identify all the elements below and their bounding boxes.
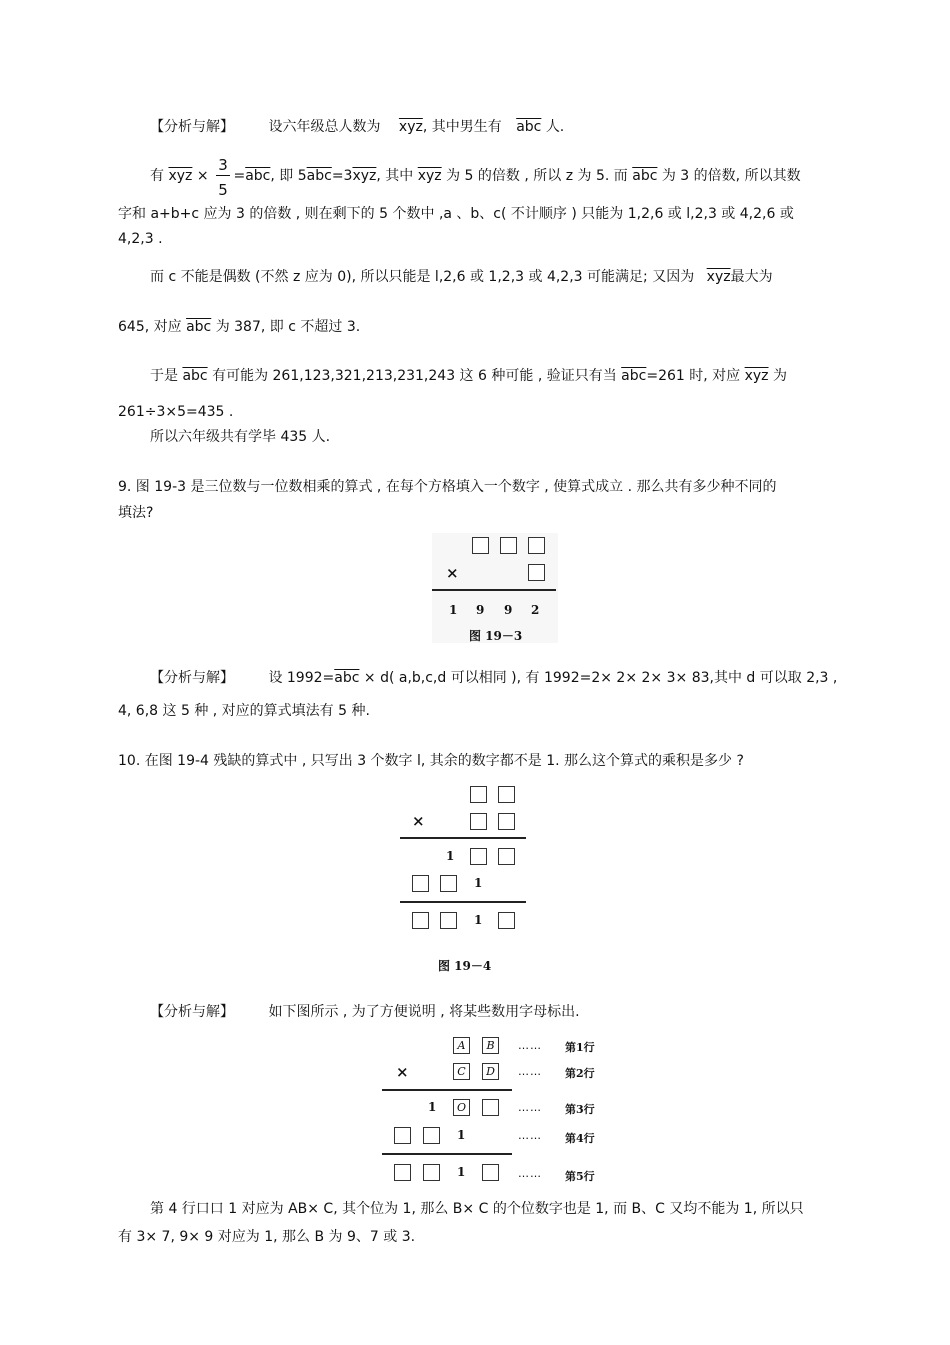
figure-19-4	[398, 782, 530, 974]
overline-abc: $\overline{abc}$	[245, 168, 271, 184]
multiply-sign: ×	[446, 564, 459, 582]
digit-box	[412, 875, 429, 892]
row-label-5: 第5行	[565, 1170, 595, 1183]
figure-19-3	[432, 533, 558, 643]
letter-box-b: B	[482, 1037, 499, 1054]
overline-xyz: $\overline{xyz}$	[398, 119, 423, 135]
result-digit: 9	[476, 603, 485, 617]
result-digit: 9	[504, 603, 513, 617]
figure-labeled-multiplication	[380, 1033, 600, 1183]
digit-box	[498, 813, 515, 830]
product-line	[400, 837, 526, 839]
digit-box	[498, 848, 515, 865]
result-digit: 1	[449, 603, 458, 617]
digit-box	[440, 875, 457, 892]
overline-xyz: $\overline{xyz}$	[352, 168, 377, 184]
fraction-denominator: 5	[218, 181, 228, 199]
digit-box	[500, 537, 517, 554]
overline-abc: $\overline{abc}$	[516, 119, 542, 135]
analysis-paragraph-3-line-1: 而 c 不能是偶数 (不然 z 应为 0), 所以只能是 l,2,6 或 1,2,3 或 4,2,3 可能满足; 又因为 $\overline{xyz}$最大为	[150, 269, 773, 285]
multiply-sign: ×	[412, 812, 425, 830]
overline-xyz: $\overline{xyz}$	[744, 368, 769, 384]
row-label-4: 第4行	[565, 1132, 595, 1145]
partial-digit-1: 1	[474, 876, 483, 890]
analysis-paragraph-4-line-1: 于是 $\overline{abc}$ 有可能为 261,123,321,213,231,243 这 6 种可能 , 验证只有当 $\overline{abc}=261$ 时, 对应 $\overline{xyz}$ 为	[150, 368, 787, 384]
digit-box	[498, 786, 515, 803]
sum-line	[400, 901, 526, 903]
overline-abc: $\overline{abc}$	[621, 368, 647, 384]
overline-abc: $\overline{abc}$	[632, 168, 658, 184]
digit-box	[470, 786, 487, 803]
letter-box-c: C	[453, 1063, 470, 1080]
overline-abc: $\overline{abc}$	[186, 319, 212, 335]
result-line	[432, 589, 556, 591]
analysis-paragraph-3-line-2: 645, 对应 $\overline{abc}$ 为 387, 即 c 不超过 3.	[118, 319, 361, 335]
digit-box	[412, 912, 429, 929]
question-9-line-2: 填法?	[118, 505, 154, 521]
overline-abc: $\overline{abc}$	[306, 168, 332, 184]
digit-box	[394, 1127, 411, 1144]
row-dots: ……	[518, 1129, 542, 1142]
overline-xyz: $\overline{xyz}$	[706, 269, 731, 285]
analysis-paragraph-4-line-2: 261÷3×5=435 .	[118, 404, 234, 420]
result-digit: 2	[531, 603, 540, 617]
digit-box	[528, 537, 545, 554]
multiply-sign: ×	[396, 1063, 409, 1081]
product-line	[382, 1089, 512, 1091]
row-label-3: 第3行	[565, 1103, 595, 1116]
digit-box	[440, 912, 457, 929]
row-dots: ……	[518, 1167, 542, 1180]
fraction-bar	[216, 175, 230, 176]
answer-10-line-2: 第 4 行口口 1 对应为 AB× C, 其个位为 1, 那么 B× C 的个位数字也是 1, 而 B、C 又均不能为 1, 所以只	[150, 1201, 804, 1217]
digit-box	[472, 537, 489, 554]
partial-digit-1: 1	[428, 1100, 437, 1114]
question-10-line-1: 10. 在图 19-4 残缺的算式中 , 只写出 3 个数字 l, 其余的数字都不是 1. 那么这个算式的乘积是多少 ?	[118, 753, 744, 769]
result-digit-1: 1	[474, 913, 483, 927]
answer-9-line-2: 4, 6,8 这 5 种 , 对应的算式填法有 5 种.	[118, 703, 370, 719]
result-digit-1: 1	[457, 1165, 466, 1179]
analysis-paragraph-4-line-3: 所以六年级共有学毕 435 人.	[150, 429, 331, 445]
figure-caption: 图 19－4	[438, 959, 492, 973]
overline-xyz: $\overline{xyz}$	[417, 168, 442, 184]
digit-box	[423, 1127, 440, 1144]
digit-box	[498, 912, 515, 929]
letter-box-d: D	[482, 1063, 499, 1080]
figure-caption: 图 19－3	[469, 629, 523, 643]
letter-box-a: A	[453, 1037, 470, 1054]
analysis-label: 【分析与解】	[150, 119, 234, 135]
partial-digit-1: 1	[457, 1128, 466, 1142]
digit-box	[482, 1164, 499, 1181]
partial-digit-1: 1	[446, 849, 455, 863]
row-dots: ……	[518, 1101, 542, 1114]
answer-9-line-1: 【分析与解】 设 $1992=\overline{abc} \times d$( a,b,c,d 可以相同 ), 有 1992=2× 2× 2× 3× 83,其中 d 可以取 2,3 ,	[150, 670, 838, 686]
sum-line	[382, 1153, 512, 1155]
analysis-paragraph-2-line-1: 有 $\overline{xyz} \times =\overline{abc}$, 即 $5\overline{abc}=3\overline{xyz}$, 其中 $\overline{xyz}$ 为 5 的倍数 , 所以 z 为 5. 而 $\overline{abc}$ 为 3 的倍数, 所以其数	[150, 168, 801, 184]
digit-box	[394, 1164, 411, 1181]
overline-xyz: $\overline{xyz}$	[168, 168, 193, 184]
fraction-numerator: 3	[218, 156, 228, 174]
analysis-paragraph-1: 【分析与解】 设六年级总人数为 $\overline{xyz}$, 其中男生有 $\overline{abc}$ 人.	[150, 119, 565, 135]
analysis-paragraph-2-line-2: 字和 a+b+c 应为 3 的倍数 , 则在剩下的 5 个数中 ,a 、b、c( 不计顺序 ) 只能为 1,2,6 或 l,2,3 或 4,2,6 或	[118, 206, 794, 222]
analysis-paragraph-2-line-3: 4,2,3 .	[118, 231, 163, 247]
analysis-label: 【分析与解】	[150, 1004, 234, 1020]
answer-10-line-1: 【分析与解】 如下图所示 , 为了方便说明 , 将某些数用字母标出.	[150, 1004, 580, 1020]
digit-box	[423, 1164, 440, 1181]
letter-box-o: O	[453, 1099, 470, 1116]
row-label-1: 第1行	[565, 1041, 595, 1054]
digit-box	[528, 564, 545, 581]
row-label-2: 第2行	[565, 1067, 595, 1080]
digit-box	[470, 813, 487, 830]
answer-10-line-3: 有 3× 7, 9× 9 对应为 1, 那么 B 为 9、7 或 3.	[118, 1229, 416, 1245]
overline-abc: $\overline{abc}$	[182, 368, 208, 384]
overline-abc: $\overline{abc}$	[334, 670, 360, 686]
question-9-line-1: 9. 图 19-3 是三位数与一位数相乘的算式 , 在每个方格填入一个数字 , 使算式成立 . 那么共有多少种不同的	[118, 479, 777, 495]
row-dots: ……	[518, 1039, 542, 1052]
digit-box	[470, 848, 487, 865]
analysis-label: 【分析与解】	[150, 670, 234, 686]
row-dots: ……	[518, 1065, 542, 1078]
digit-box	[482, 1099, 499, 1116]
